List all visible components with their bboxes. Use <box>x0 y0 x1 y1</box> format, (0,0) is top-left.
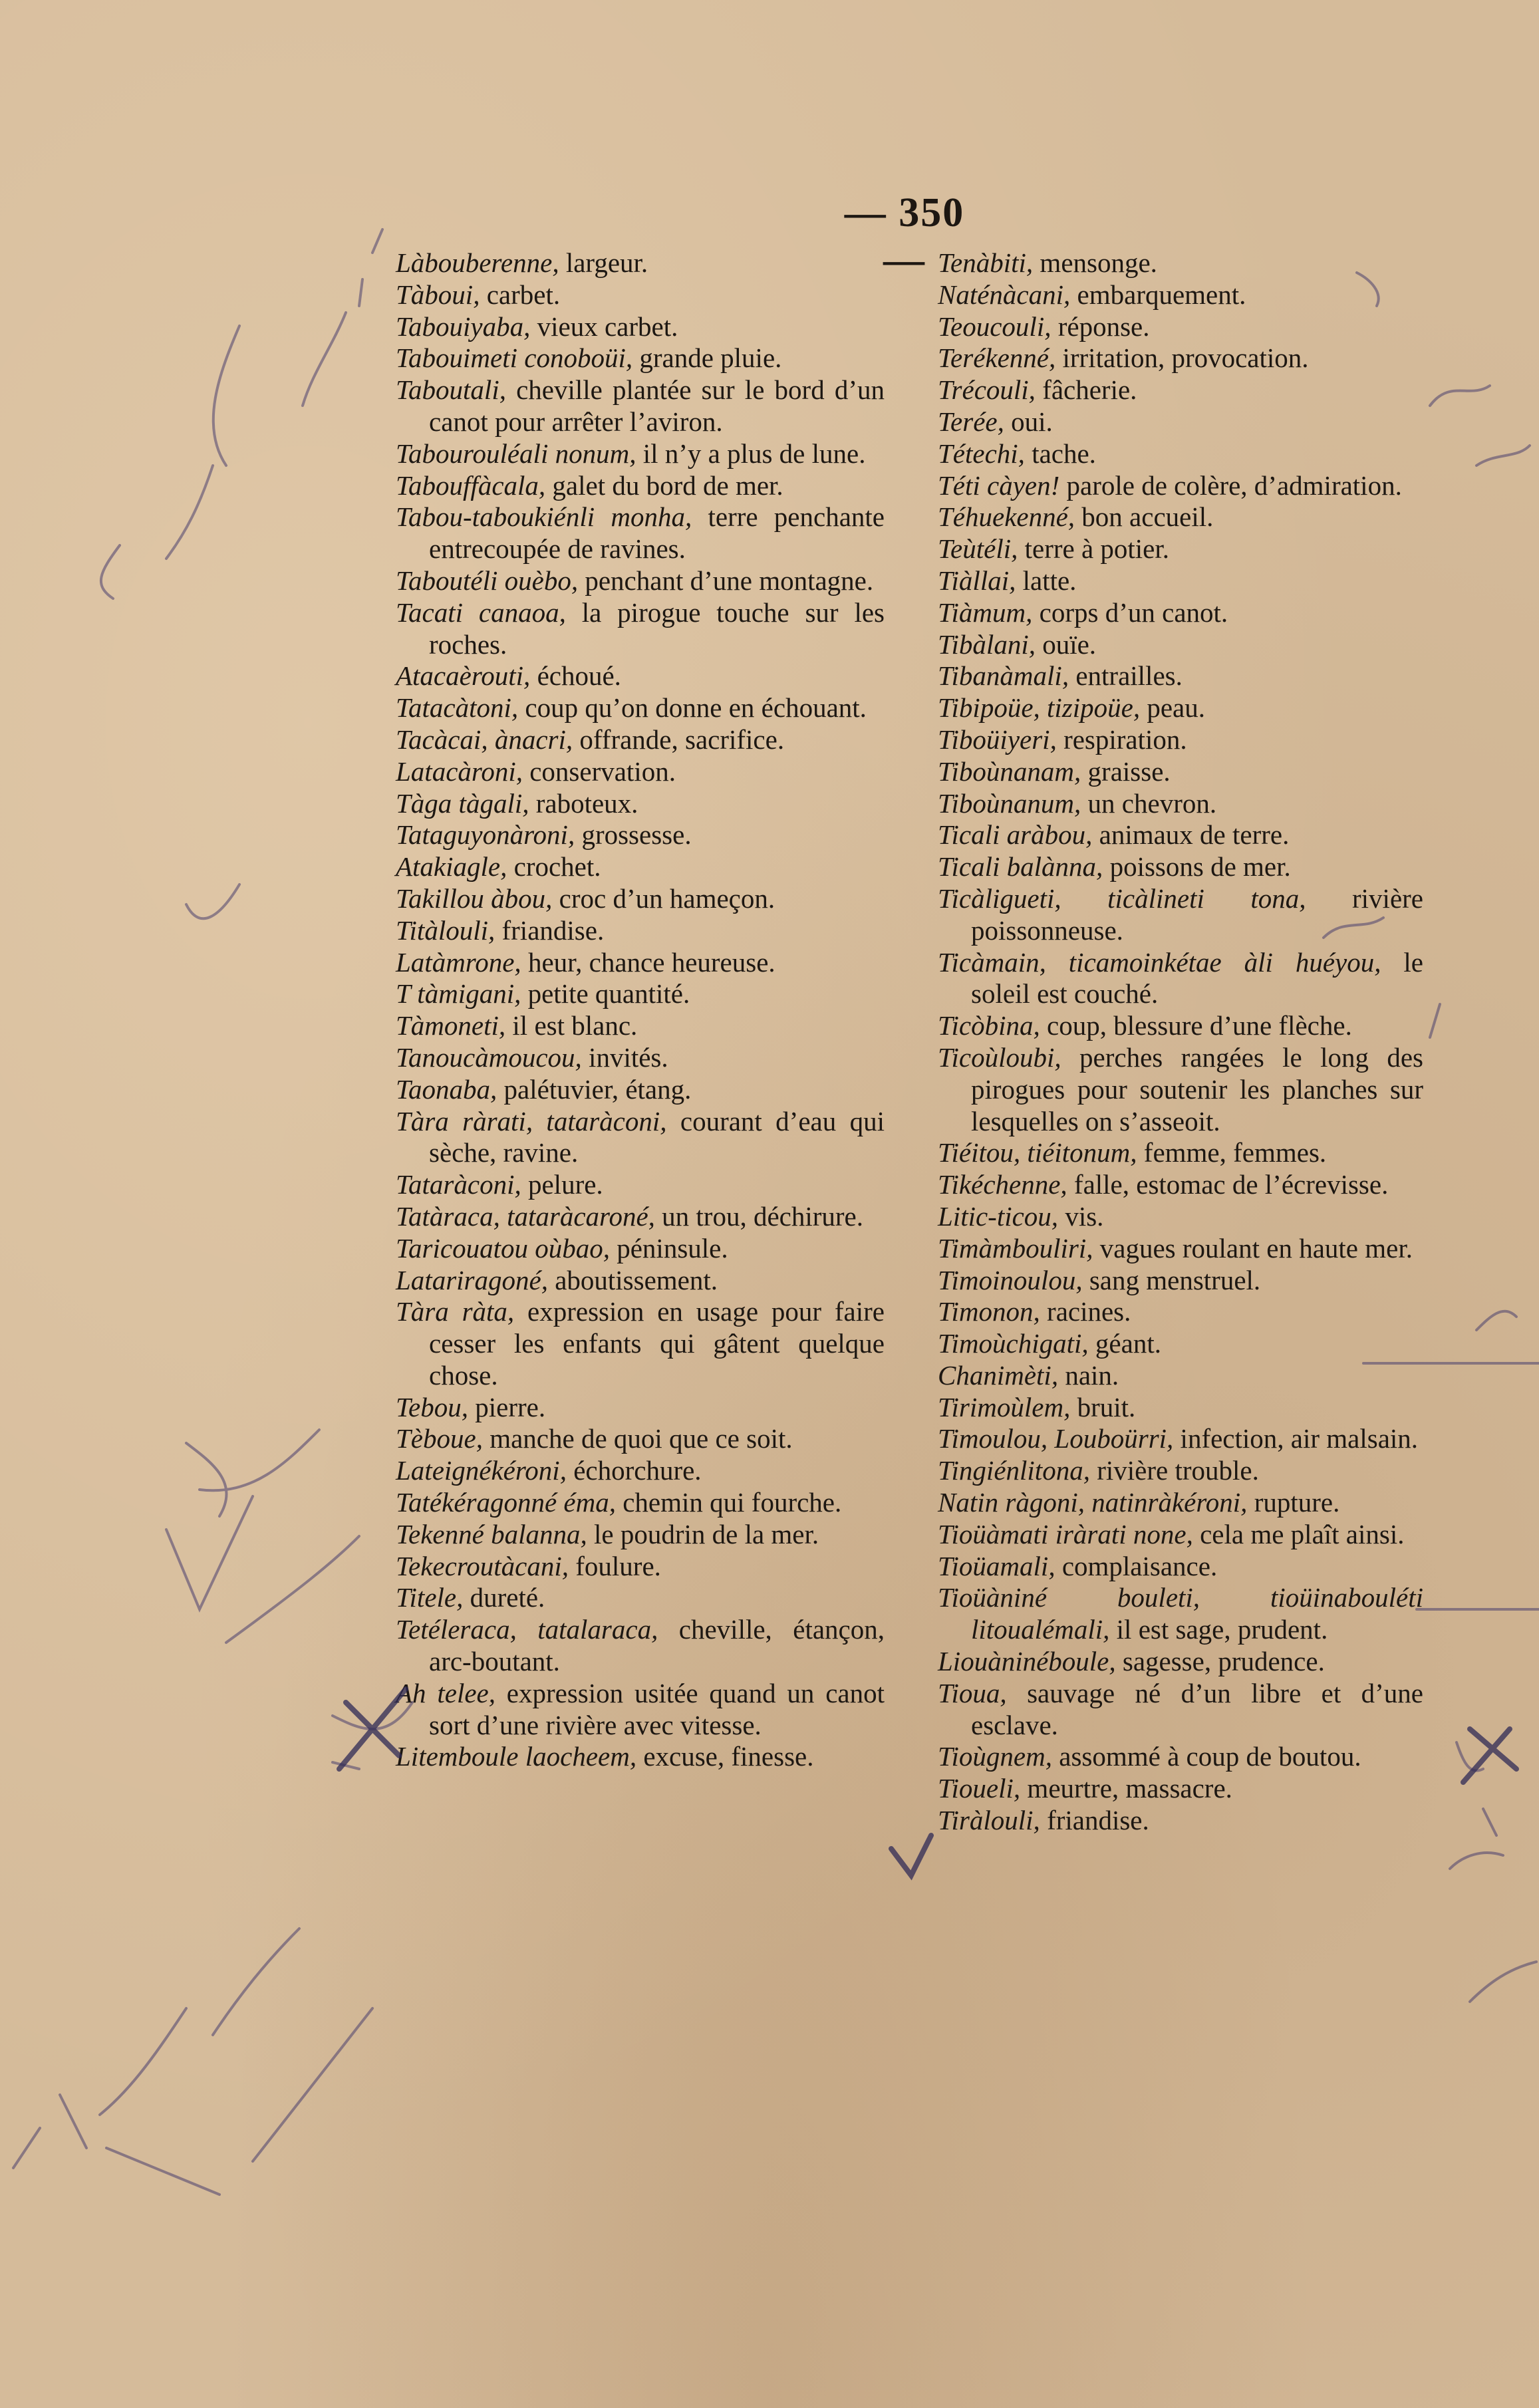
dictionary-entry <box>938 1010 1423 1042</box>
dictionary-entry <box>396 915 885 947</box>
dictionary-entry <box>396 883 885 915</box>
entry-gloss: vis. <box>1058 1200 1104 1232</box>
dictionary-entry <box>938 1773 1423 1805</box>
entry-term: Tabouffàcala, <box>396 469 546 501</box>
entry-term: Tatékéragonné éma, <box>396 1487 616 1518</box>
entry-gloss: cheville plantée sur le bord d’un canot pour arrêter l’aviron. <box>429 374 885 437</box>
entry-term: Ticàligueti, ticàlineti tona, <box>938 882 1306 914</box>
pencil-stroke <box>101 545 120 599</box>
entry-term: Tacàcai, ànacri, <box>396 724 573 755</box>
entry-gloss: crochet. <box>507 851 601 882</box>
entry-term: Tibàlani, <box>938 628 1036 660</box>
pencil-stroke <box>1457 1742 1496 1835</box>
dictionary-entry <box>938 1328 1423 1360</box>
entry-term: Tibanàmali, <box>938 660 1069 692</box>
entry-term: Latariragoné, <box>396 1264 548 1295</box>
entry-term: Latàmrone, <box>396 946 521 978</box>
entry-term: Ah telee, <box>396 1677 495 1708</box>
dictionary-entry <box>396 1010 885 1042</box>
dictionary-entry <box>396 1392 885 1424</box>
entry-gloss: rivière trouble. <box>1089 1455 1259 1486</box>
entry-gloss: échorchure. <box>566 1455 702 1486</box>
entry-term: Tàra ràrati, tataràconi, <box>396 1105 667 1137</box>
entry-term: Tetéleraca, tatalaraca, <box>396 1614 658 1645</box>
entry-gloss: vagues roulant en haute mer. <box>1093 1232 1413 1264</box>
dictionary-entry <box>938 533 1423 565</box>
entry-term: Ticali aràbou, <box>938 819 1093 851</box>
dictionary-entry <box>938 597 1423 629</box>
dictionary-entry <box>938 438 1423 470</box>
entry-gloss: coup qu’on donne en échouant. <box>518 692 867 724</box>
dictionary-entry <box>396 1265 885 1297</box>
entry-term: Atacaèrouti, <box>396 660 531 692</box>
entry-term: Tèboue, <box>396 1423 483 1454</box>
dictionary-entry <box>938 1233 1423 1265</box>
entry-gloss: un trou, déchirure. <box>654 1200 863 1232</box>
entry-term: Tebou, <box>396 1391 468 1422</box>
dictionary-entry <box>938 883 1423 947</box>
entry-term: Tiàmum, <box>938 597 1033 628</box>
entry-gloss: perches rangées le long des pirogues pour soutenir les planches sur lesquelles on s’asseoit. <box>971 1041 1423 1137</box>
entry-gloss: offrande, sacrifice. <box>573 724 785 755</box>
entry-gloss: fâcherie. <box>1035 374 1137 406</box>
dictionary-entry <box>396 978 885 1010</box>
entry-term: Taonaba, <box>396 1073 497 1105</box>
dictionary-entry <box>396 1106 885 1170</box>
dictionary-entry <box>396 851 885 883</box>
entry-gloss: carbet. <box>480 279 561 310</box>
dictionary-entry <box>938 501 1423 533</box>
entry-term: Tàboui, <box>396 279 480 310</box>
entry-term: Tibipoüe, tizipoüe, <box>938 692 1141 724</box>
entry-gloss: oui. <box>1004 406 1053 437</box>
dictionary-entry <box>938 629 1423 661</box>
pencil-stroke <box>106 2008 372 2195</box>
entry-gloss: coup, blessure d’une flèche. <box>1040 1010 1352 1041</box>
pencil-stroke <box>1476 1311 1516 1330</box>
entry-gloss: parole de colère, d’admiration. <box>1059 469 1402 501</box>
dictionary-entry <box>396 1233 885 1265</box>
entry-term: Tingiénlitona, <box>938 1455 1090 1486</box>
entry-gloss: raboteux. <box>529 787 638 819</box>
dictionary-entry <box>938 1423 1423 1455</box>
entry-gloss: il est sage, prudent. <box>1109 1614 1328 1645</box>
entry-term: Litemboule laocheem, <box>396 1741 637 1772</box>
dictionary-entry <box>396 819 885 851</box>
entry-gloss: terre à potier. <box>1018 533 1170 565</box>
entry-term: Trécouli, <box>938 374 1036 406</box>
entry-gloss: embarquement. <box>1070 279 1246 310</box>
dictionary-entry <box>396 756 885 788</box>
entry-term: Liouàninéboule, <box>938 1646 1116 1677</box>
dictionary-entry <box>396 1296 885 1391</box>
entry-term: Tàga tàgali, <box>396 787 529 819</box>
entry-gloss: bon accueil. <box>1075 501 1214 533</box>
entry-term: Tiéitou, tiéitonum, <box>938 1137 1137 1168</box>
pencil-stroke <box>13 2095 86 2168</box>
dictionary-entry <box>938 819 1423 851</box>
entry-gloss: latte. <box>1016 565 1077 596</box>
entry-gloss: réponse. <box>1051 311 1150 342</box>
dictionary-entry <box>396 1614 885 1678</box>
entry-term: Timoulou, Louboürri, <box>938 1423 1174 1454</box>
pencil-stroke <box>1450 1853 1503 1869</box>
entry-term: Tekecroutàcani, <box>396 1550 569 1581</box>
dictionary-entry <box>938 1646 1423 1678</box>
entry-term: Terée, <box>938 406 1004 437</box>
entry-gloss: assommé à coup de boutou. <box>1052 1741 1361 1772</box>
dictionary-entry <box>938 374 1423 406</box>
entry-term: Tataràconi, <box>396 1169 521 1200</box>
entry-gloss: il est blanc. <box>505 1010 638 1041</box>
dictionary-entry <box>396 1678 885 1742</box>
entry-gloss: graisse. <box>1081 755 1171 787</box>
dictionary-entry <box>396 1169 885 1201</box>
entry-gloss: friandise. <box>495 914 605 946</box>
dictionary-entry <box>396 1074 885 1106</box>
entry-gloss: rupture. <box>1247 1487 1340 1518</box>
entry-term: Takillou àbou, <box>396 882 553 914</box>
dictionary-entry <box>938 1137 1423 1169</box>
pencil-stroke <box>303 229 382 406</box>
dictionary-entry <box>396 1519 885 1551</box>
entry-term: T tàmigani, <box>396 978 521 1009</box>
dictionary-entry <box>938 1201 1423 1233</box>
entry-term: Tioueli, <box>938 1773 1021 1804</box>
entry-term: Atakiagle, <box>396 851 507 882</box>
entry-gloss: la pirogue touche sur les roches. <box>429 597 885 660</box>
entry-term: Titele, <box>396 1582 464 1613</box>
entry-term: Tioüàmati iràrati none, <box>938 1518 1193 1549</box>
entry-term: Téhuekenné, <box>938 501 1075 533</box>
entry-gloss: il n’y a plus de lune. <box>636 438 866 469</box>
pencil-stroke <box>166 326 239 559</box>
entry-term: Tatacàtoni, <box>396 692 519 724</box>
entry-gloss: mensonge. <box>1033 247 1157 278</box>
entry-gloss: nain. <box>1058 1359 1119 1391</box>
dictionary-entry <box>938 1582 1423 1646</box>
entry-gloss: falle, estomac de l’écrevisse. <box>1067 1169 1389 1200</box>
entry-gloss: échoué. <box>530 660 621 692</box>
entry-gloss: conservation. <box>522 755 676 787</box>
entry-gloss: aboutissement. <box>547 1264 718 1295</box>
dictionary-entry <box>396 1487 885 1519</box>
entry-gloss: grande pluie. <box>632 342 782 374</box>
entry-term: Ticali balànna, <box>938 851 1103 882</box>
dictionary-entry <box>938 311 1423 343</box>
entry-term: Ticoùloubi, <box>938 1041 1061 1073</box>
entry-term: Timoùchigati, <box>938 1328 1089 1359</box>
dictionary-entry <box>938 565 1423 597</box>
entry-term: Tioüàniné bouleti, tioüinabouléti litoualémali, <box>938 1582 1423 1645</box>
entry-gloss: racines. <box>1040 1296 1131 1327</box>
dictionary-entry <box>396 438 885 470</box>
entry-gloss: grossesse. <box>575 819 692 851</box>
dictionary-entry <box>396 724 885 756</box>
entry-gloss: vieux carbet. <box>530 311 678 342</box>
entry-term: Titàlouli, <box>396 914 495 946</box>
dictionary-entry <box>396 1201 885 1233</box>
entry-gloss: complaisance. <box>1055 1550 1218 1581</box>
entry-gloss: peau. <box>1140 692 1206 724</box>
dictionary-entry <box>938 1678 1423 1742</box>
entry-term: Tàmoneti, <box>396 1010 506 1041</box>
dictionary-entry <box>396 279 885 311</box>
entry-gloss: le poudrin de la mer. <box>587 1518 819 1549</box>
entry-term: Tioüamali, <box>938 1550 1055 1581</box>
entry-gloss: invités. <box>581 1041 668 1073</box>
dictionary-entry <box>396 311 885 343</box>
entry-term: Tataguyonàroni, <box>396 819 575 851</box>
dictionary-entry <box>396 660 885 692</box>
entry-term: Taboutali, <box>396 374 506 406</box>
entry-term: Tioùgnem, <box>938 1741 1052 1772</box>
pencil-stroke <box>1430 386 1530 466</box>
entry-gloss: femme, femmes. <box>1137 1137 1327 1168</box>
entry-gloss: heur, chance heureuse. <box>521 946 775 978</box>
entry-gloss: entrailles. <box>1069 660 1183 692</box>
entry-term: Litic-ticou, <box>938 1200 1059 1232</box>
dictionary-entry <box>938 342 1423 374</box>
entry-term: Lateignékéroni, <box>396 1455 567 1486</box>
entry-gloss: terre penchante entrecoupée de ravines. <box>429 501 885 565</box>
page-number: — 350 — <box>844 190 965 283</box>
entry-gloss: géant. <box>1088 1328 1161 1359</box>
entry-term: Tiboüiyeri, <box>938 724 1057 755</box>
entry-term: Tioua, <box>938 1677 1007 1708</box>
entry-gloss: respiration. <box>1056 724 1187 755</box>
dictionary-entry <box>396 1042 885 1074</box>
entry-term: Tabourouléali nonum, <box>396 438 636 469</box>
entry-gloss: friandise. <box>1040 1805 1149 1836</box>
entry-gloss: excuse, finesse. <box>636 1741 814 1772</box>
dictionary-entry <box>938 692 1423 724</box>
entry-gloss: courant d’eau qui sèche, ravine. <box>429 1105 885 1168</box>
entry-term: Tàra ràta, <box>396 1296 515 1327</box>
dictionary-entry <box>938 1169 1423 1201</box>
entry-term: Tirimoùlem, <box>938 1391 1071 1422</box>
dictionary-entry <box>396 1582 885 1614</box>
dictionary-entry <box>396 501 885 565</box>
entry-gloss: cela me plaît ainsi. <box>1192 1518 1405 1549</box>
entry-gloss: pelure. <box>521 1169 603 1200</box>
entry-term: Tétechi, <box>938 438 1025 469</box>
entry-term: Teoucouli, <box>938 311 1051 342</box>
entry-gloss: un chevron. <box>1081 787 1217 819</box>
entry-gloss: animaux de terre. <box>1092 819 1290 851</box>
entry-term: Taricouatou oùbao, <box>396 1232 610 1264</box>
entry-gloss: expression en usage pour faire cesser les enfants qui gâtent quelque chose. <box>429 1296 885 1391</box>
entry-gloss: penchant d’une montagne. <box>578 565 874 596</box>
entry-term: Naténàcani, <box>938 279 1071 310</box>
left-column <box>396 247 885 1773</box>
entry-term: Tiràlouli, <box>938 1805 1040 1836</box>
dictionary-entry <box>396 1423 885 1455</box>
entry-term: Taboutéli ouèbo, <box>396 565 579 596</box>
entry-gloss: galet du bord de mer. <box>545 469 783 501</box>
dictionary-entry <box>938 1392 1423 1424</box>
entry-term: Tiàllai, <box>938 565 1016 596</box>
entry-gloss: infection, air malsain. <box>1173 1423 1419 1454</box>
entry-term: Tiboùnanam, <box>938 755 1081 787</box>
entry-gloss: foulure. <box>569 1550 661 1581</box>
dictionary-entry <box>938 756 1423 788</box>
entry-term: Tanoucàmoucou, <box>396 1041 582 1073</box>
entry-term: Tatàraca, tataràcaroné, <box>396 1200 655 1232</box>
entry-term: Tacati canaoa, <box>396 597 566 628</box>
right-column <box>938 247 1423 1837</box>
entry-gloss: largeur. <box>559 247 648 278</box>
dictionary-entry <box>938 1551 1423 1583</box>
pencil-stroke <box>186 884 239 918</box>
entry-term: Tenàbiti, <box>938 247 1034 278</box>
entry-gloss: croc d’un hameçon. <box>552 882 775 914</box>
dictionary-entry <box>938 1455 1423 1487</box>
dictionary-entry <box>938 1805 1423 1837</box>
entry-gloss: irritation, provocation. <box>1055 342 1309 374</box>
dictionary-entry <box>938 724 1423 756</box>
dictionary-entry <box>938 470 1423 502</box>
entry-term: Timonon, <box>938 1296 1040 1327</box>
entry-gloss: tache. <box>1024 438 1096 469</box>
pencil-stroke <box>186 1430 319 1516</box>
entry-term: Ticòbina, <box>938 1010 1040 1041</box>
entry-term: Timoinoulou, <box>938 1264 1083 1295</box>
entry-gloss: pierre. <box>468 1391 546 1422</box>
dictionary-entry <box>396 470 885 502</box>
entry-gloss: ouïe. <box>1035 628 1097 660</box>
entry-gloss: chemin qui fourche. <box>615 1487 842 1518</box>
entry-gloss: sagesse, prudence. <box>1115 1646 1325 1677</box>
entry-term: Tabou-taboukiénli monha, <box>396 501 692 533</box>
dictionary-entry <box>938 1042 1423 1137</box>
entry-gloss: sang menstruel. <box>1082 1264 1261 1295</box>
dictionary-entry <box>938 660 1423 692</box>
entry-term: Làbouberenne, <box>396 247 559 278</box>
entry-gloss: bruit. <box>1070 1391 1136 1422</box>
entry-gloss: corps d’un canot. <box>1032 597 1228 628</box>
dictionary-entry <box>396 1455 885 1487</box>
pencil-stroke <box>891 1835 931 1875</box>
entry-term: Latacàroni, <box>396 755 523 787</box>
entry-gloss: palétuvier, étang. <box>497 1073 692 1105</box>
entry-term: Chanimèti, <box>938 1359 1059 1391</box>
entry-term: Tikéchenne, <box>938 1169 1067 1200</box>
entry-gloss: sauvage né d’un libre et d’une esclave. <box>971 1677 1423 1740</box>
entry-term: Timàmbouliri, <box>938 1232 1093 1264</box>
entry-gloss: rivière poissonneuse. <box>971 882 1423 946</box>
entry-term: Tiboùnanum, <box>938 787 1081 819</box>
dictionary-entry <box>396 947 885 979</box>
dictionary-entry <box>396 692 885 724</box>
dictionary-entry <box>938 247 1423 279</box>
dictionary-entry <box>938 1296 1423 1328</box>
entry-term: Natin ràgoni, natinràkéroni, <box>938 1487 1248 1518</box>
dictionary-entry <box>396 565 885 597</box>
dictionary-entry <box>396 247 885 279</box>
entry-term: Tabouiyaba, <box>396 311 531 342</box>
pencil-stroke <box>1470 1962 1536 2002</box>
entry-gloss: petite quantité. <box>521 978 690 1009</box>
entry-gloss: poissons de mer. <box>1103 851 1291 882</box>
entry-term: Teùtéli, <box>938 533 1018 565</box>
entry-term: Terékenné, <box>938 342 1056 374</box>
entry-gloss: expression usitée quand un canot sort d’une rivière avec vitesse. <box>429 1677 885 1740</box>
entry-gloss: meurtre, massacre. <box>1020 1773 1232 1804</box>
dictionary-entry <box>938 788 1423 820</box>
dictionary-entry <box>938 851 1423 883</box>
entry-term: Téti càyen! <box>938 469 1060 501</box>
dictionary-entry <box>396 597 885 661</box>
entry-gloss: cheville, étançon, arc-boutant. <box>429 1614 885 1677</box>
entry-gloss: manche de quoi que ce soit. <box>482 1423 793 1454</box>
dictionary-entry <box>938 947 1423 1011</box>
dictionary-entry <box>938 406 1423 438</box>
dictionary-entry <box>396 788 885 820</box>
dictionary-entry <box>938 1360 1423 1392</box>
entry-term: Tekenné balanna, <box>396 1518 587 1549</box>
dictionary-entry <box>396 1741 885 1773</box>
pencil-stroke <box>226 1536 359 1643</box>
dictionary-entry <box>396 374 885 438</box>
entry-gloss: péninsule. <box>609 1232 728 1264</box>
dictionary-entry <box>938 1265 1423 1297</box>
entry-gloss: dureté. <box>463 1582 545 1613</box>
dictionary-entry <box>396 1551 885 1583</box>
pencil-stroke <box>100 1929 299 2115</box>
dictionary-entry <box>396 342 885 374</box>
dictionary-entry <box>938 1519 1423 1551</box>
entry-gloss: le soleil est couché. <box>971 946 1423 1009</box>
pencil-stroke <box>1463 1729 1516 1782</box>
entry-term: Tabouimeti conoboüi, <box>396 342 633 374</box>
entry-term: Ticàmain, ticamoinkétae àli huéyou, <box>938 946 1381 978</box>
dictionary-entry <box>938 1487 1423 1519</box>
dictionary-entry <box>938 279 1423 311</box>
pencil-stroke <box>166 1496 253 1609</box>
dictionary-entry <box>938 1741 1423 1773</box>
